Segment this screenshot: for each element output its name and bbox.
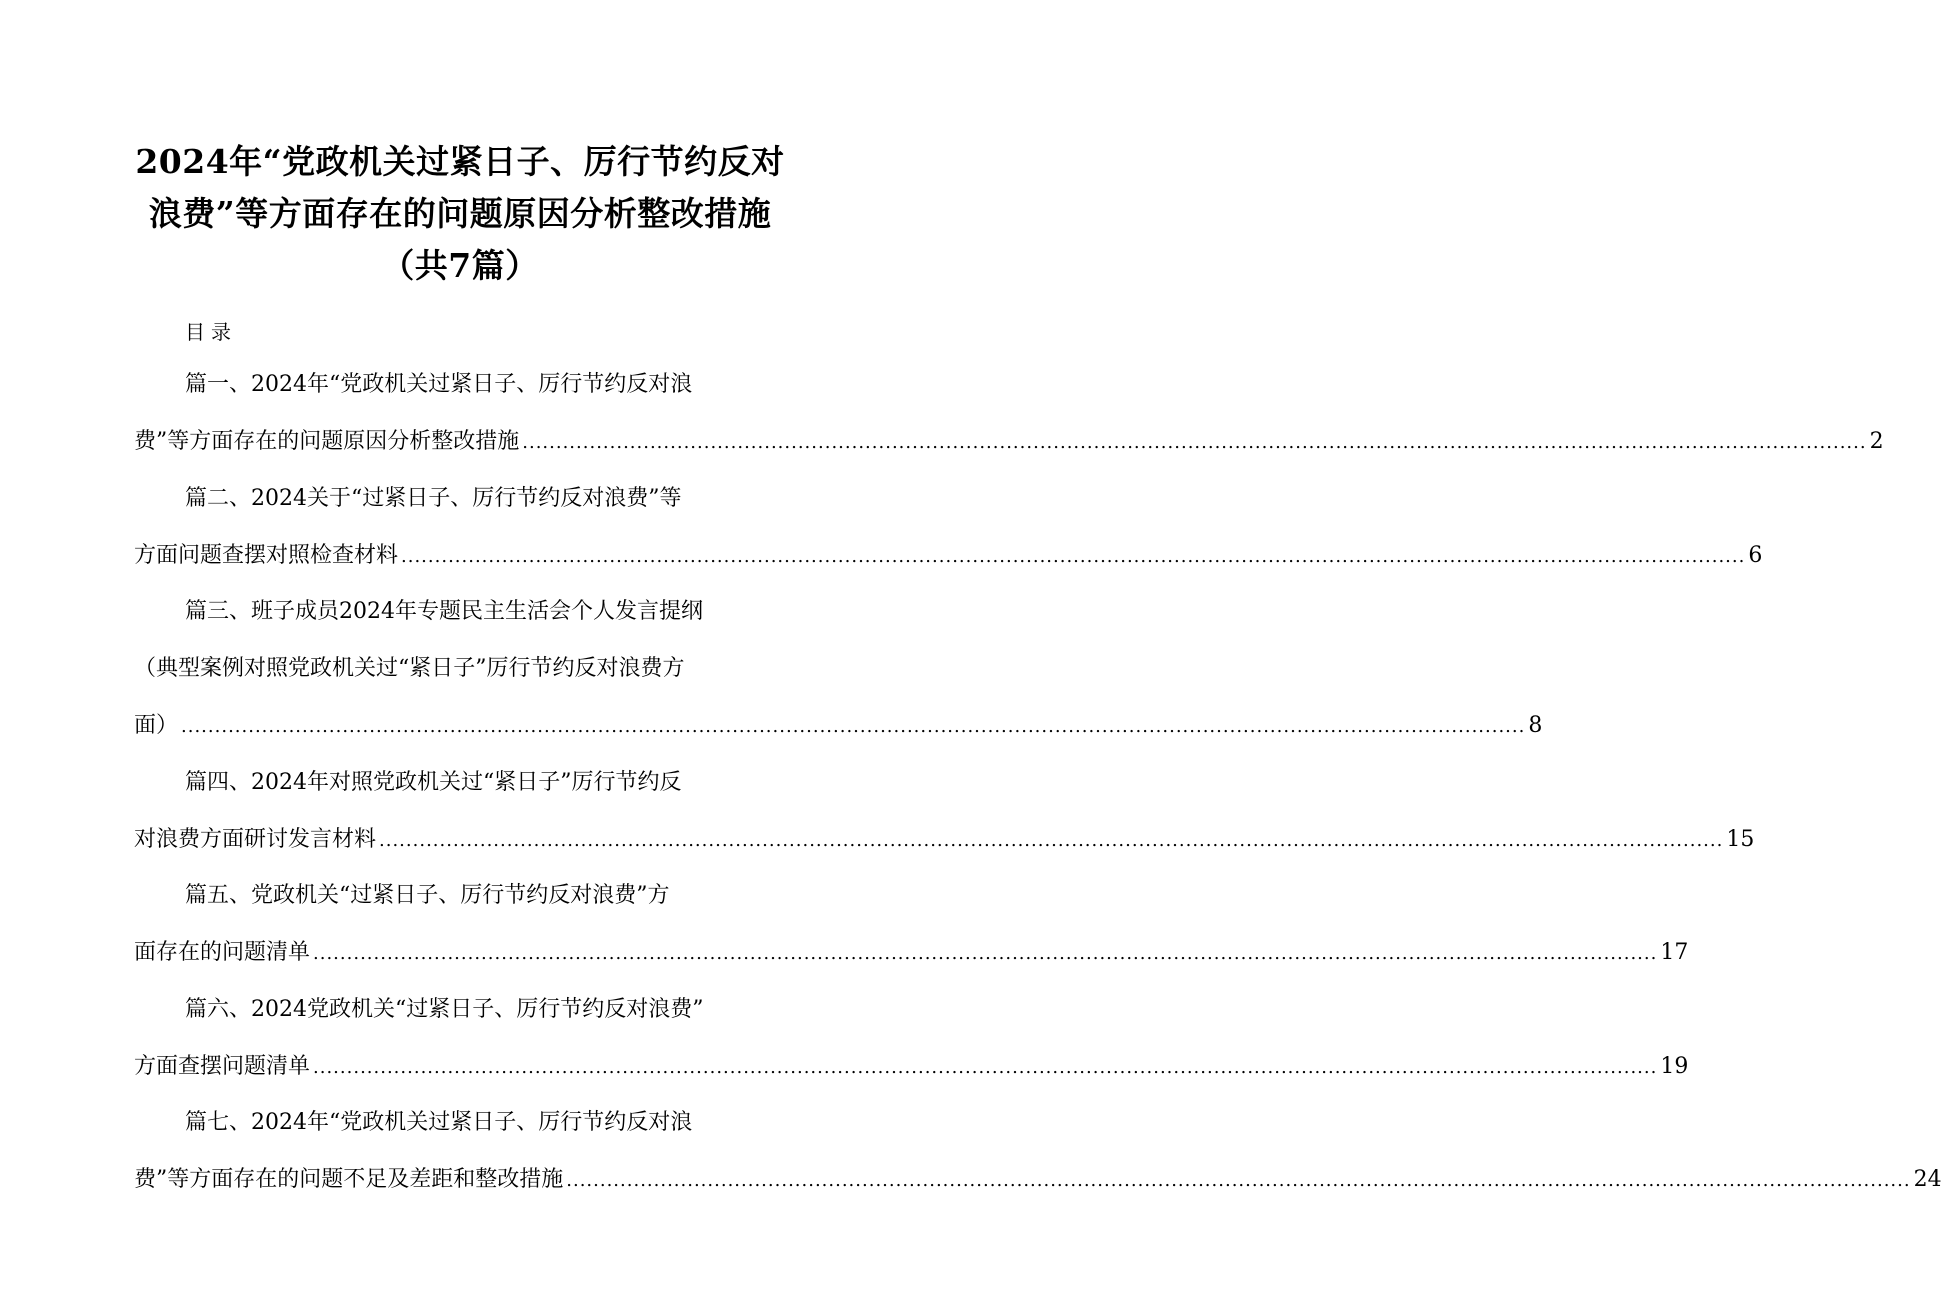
toc-heading: 目录 [185, 320, 237, 344]
dot-leader: ........................................................................................................................................................................................................ [313, 1057, 1658, 1078]
toc-entry-1-line-2[interactable] [134, 427, 1884, 457]
document-title [0, 136, 920, 292]
toc-entry-text: 方面问题查摆对照检查材料 [134, 543, 399, 568]
title-line-2: 浪费”等方面存在的问题原因分析整改措施 [148, 194, 772, 233]
toc-entry-text: 费”等方面存在的问题原因分析整改措施 [134, 429, 520, 454]
toc-entry-2-line-2[interactable] [134, 541, 1763, 571]
toc-entry-4-line-2[interactable] [134, 825, 1755, 855]
toc-entry-2-line-1[interactable]: 篇二、2024关于“过紧日子、厉行节约反对浪费”等 [185, 486, 682, 511]
toc-page-number: 19 [1660, 1054, 1689, 1079]
toc-page-number: 17 [1660, 940, 1689, 965]
toc-page-number: 15 [1726, 827, 1755, 852]
title-line-3: （共7篇） [381, 246, 539, 285]
toc-entry-4-line-1[interactable]: 篇四、2024年对照党政机关过“紧日子”厉行节约反 [185, 770, 682, 795]
toc-page-number: 2 [1869, 429, 1884, 454]
toc-entry-5-line-2[interactable] [134, 938, 1689, 968]
dot-leader: ........................................................................................................................................................................................................ [181, 716, 1526, 737]
title-line-1: 2024年“党政机关过紧日子、厉行节约反对 [135, 142, 785, 181]
toc-page-number: 24 [1913, 1167, 1942, 1192]
toc-entry-7-line-1[interactable]: 篇七、2024年“党政机关过紧日子、厉行节约反对浪 [185, 1110, 693, 1135]
toc-entry-text: 面） [134, 713, 179, 738]
toc-entry-5-line-1[interactable]: 篇五、党政机关“过紧日子、厉行节约反对浪费”方 [185, 883, 670, 908]
toc-entry-text: 面存在的问题清单 [134, 940, 311, 965]
toc-entry-3-line-2[interactable] [134, 711, 1543, 741]
toc-page-number: 8 [1528, 713, 1543, 738]
toc-entry-text: 方面查摆问题清单 [134, 1054, 311, 1079]
toc-page-number: 6 [1748, 543, 1763, 568]
dot-leader: ........................................................................................................................................................................................................ [313, 943, 1658, 964]
dot-leader: ........................................................................................................................................................................................................ [566, 1170, 1911, 1191]
dot-leader: ........................................................................................................................................................................................................ [522, 432, 1867, 453]
toc-entry-1-line-1[interactable]: 篇一、2024年“党政机关过紧日子、厉行节约反对浪 [185, 372, 693, 397]
toc-entry-6-line-1[interactable]: 篇六、2024党政机关“过紧日子、厉行节约反对浪费” [185, 997, 704, 1022]
toc-entry-3-line-mid[interactable]: （典型案例对照党政机关过“紧日子”厉行节约反对浪费方 [134, 656, 685, 681]
toc-entry-6-line-2[interactable] [134, 1052, 1689, 1082]
toc-entry-7-line-2[interactable] [134, 1165, 1942, 1195]
dot-leader: ........................................................................................................................................................................................................ [379, 830, 1724, 851]
toc-entry-text: 费”等方面存在的问题不足及差距和整改措施 [134, 1167, 564, 1192]
dot-leader: ........................................................................................................................................................................................................ [401, 546, 1746, 567]
toc-entry-3-line-1[interactable]: 篇三、班子成员2024年专题民主生活会个人发言提纲 [185, 599, 703, 624]
toc-entry-text: 对浪费方面研讨发言材料 [134, 827, 377, 852]
